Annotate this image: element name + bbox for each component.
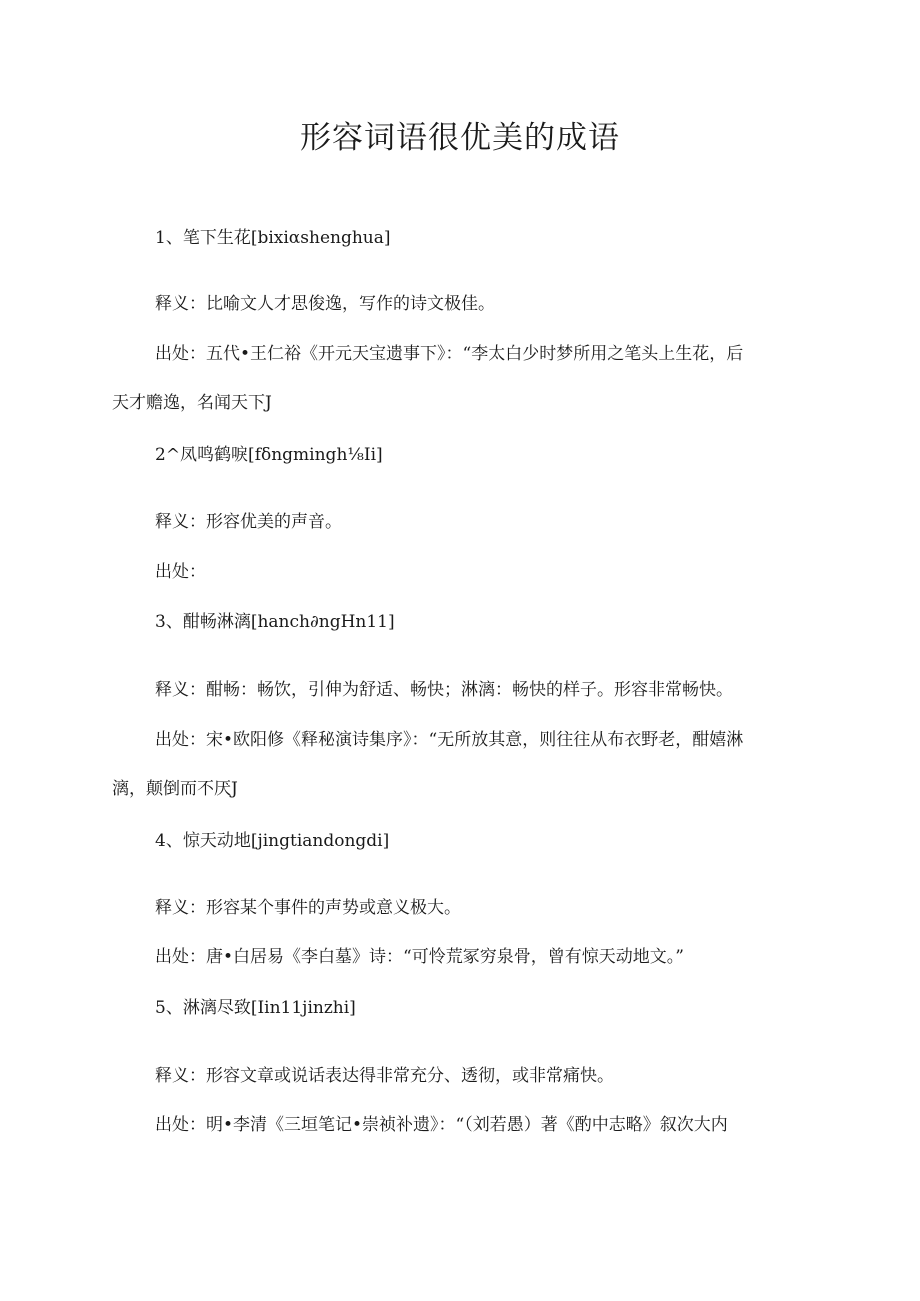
- entry-source-continued: 漓，颠倒而不厌J: [112, 779, 238, 799]
- entry-source: 出处：宋•欧阳修《释秘演诗集序》：“无所放其意，则往往从布衣野老，酣嬉淋: [155, 730, 744, 750]
- entry-meaning: 释义：形容优美的声音。: [155, 512, 342, 532]
- entry-source-continued: 天才赡逸，名闻天下J: [112, 393, 272, 413]
- entry-source: 出处：: [155, 562, 206, 582]
- entry-source: 出处：五代•王仁裕《开元天宝遗事下》：“李太白少时梦所用之笔头上生花，后: [155, 344, 744, 364]
- entry-heading: 2^凤鸣鹤唳[fδngmingh⅛Ii]: [155, 445, 383, 465]
- entry-heading: 5、淋漓尽致[Iin11jinzhi]: [155, 998, 356, 1018]
- entry-heading: 3、酣畅淋漓[hanch∂ngHn11]: [155, 612, 395, 632]
- entry-meaning: 释义：酣畅：畅饮，引伸为舒适、畅快；淋漓：畅快的样子。形容非常畅快。: [155, 680, 733, 700]
- entry-meaning: 释义：形容某个事件的声势或意义极大。: [155, 898, 461, 918]
- entry-heading: 4、惊天动地[jingtiandongdi]: [155, 831, 390, 851]
- entry-meaning: 释义：比喻文人才思俊逸，写作的诗文极佳。: [155, 294, 495, 314]
- entry-source: 出处：明•李清《三垣笔记•崇祯补遗》：“（刘若愚）著《酌中志略》叙次大内: [155, 1115, 728, 1135]
- page-title: 形容词语很优美的成语: [300, 120, 620, 156]
- entry-source: 出处：唐•白居易《李白墓》诗：“可怜荒冢穷泉骨，曾有惊天动地文。”: [155, 947, 684, 967]
- entry-heading: 1、笔下生花[bixiαshenghua]: [155, 228, 391, 248]
- entry-meaning: 释义：形容文章或说话表达得非常充分、透彻，或非常痛快。: [155, 1066, 614, 1086]
